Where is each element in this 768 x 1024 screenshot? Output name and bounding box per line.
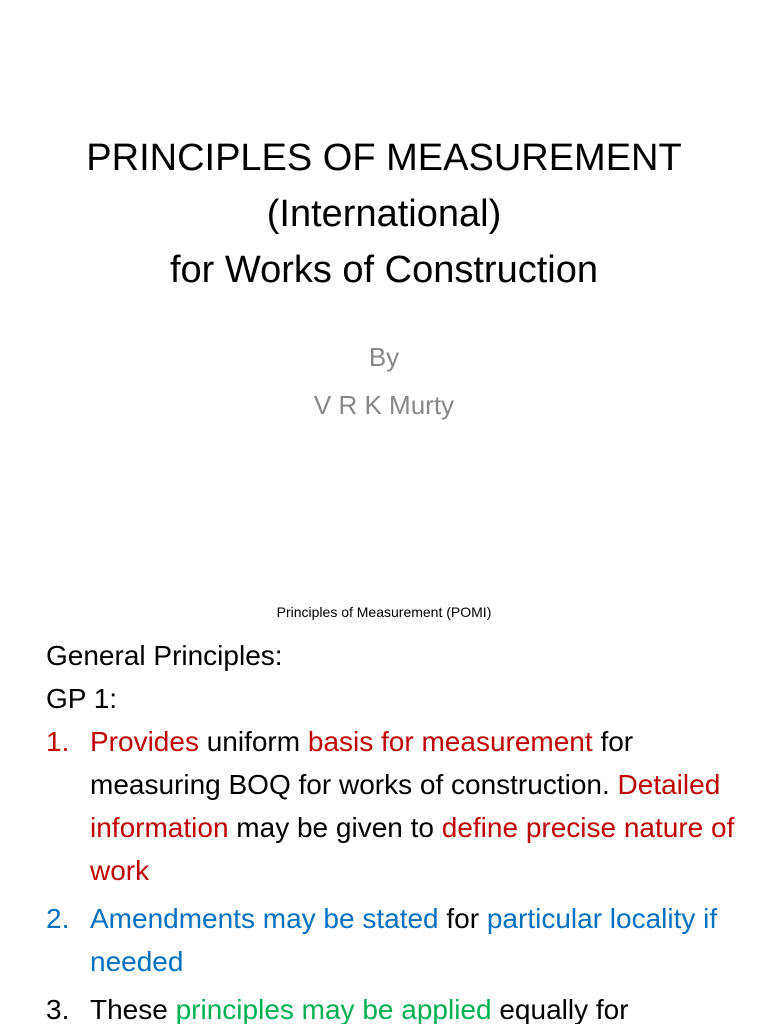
presentation-title bbox=[0, 130, 768, 298]
title-line-3: for Works of Construction bbox=[169, 249, 598, 291]
principles-list bbox=[46, 720, 746, 1024]
list-item-text-segment: define precise nature of work bbox=[90, 812, 735, 886]
list-item-number: 1. bbox=[46, 726, 70, 757]
slide-header: Principles of Measurement (POMI) bbox=[276, 604, 492, 620]
section-subheading: GP 1: bbox=[46, 683, 118, 714]
author-byline bbox=[0, 333, 768, 429]
list-item-number: 2. bbox=[46, 903, 70, 934]
list-item-text-segment: principles may be applied bbox=[175, 994, 492, 1024]
list-item bbox=[46, 988, 746, 1024]
list-item bbox=[46, 897, 746, 983]
list-item-text-segment: may be given to bbox=[228, 812, 442, 843]
list-item-text-segment: basis for measurement bbox=[307, 726, 593, 757]
list-item bbox=[46, 720, 746, 892]
author-name: V R K Murty bbox=[313, 390, 455, 420]
list-item-text-segment: equally for bbox=[491, 994, 629, 1024]
list-item-text-segment: Amendments may be stated bbox=[90, 903, 439, 934]
list-item-text-segment: particular locality if needed bbox=[90, 903, 718, 977]
list-item-text-segment: uniform bbox=[198, 726, 308, 757]
list-item-number: 3. bbox=[46, 994, 70, 1024]
title-line-2: (International) bbox=[266, 193, 502, 235]
list-item-text-segment: Provides bbox=[90, 726, 199, 757]
by-label: By bbox=[368, 342, 400, 372]
slide-body bbox=[46, 634, 746, 1024]
list-item-text-segment: Detailed information bbox=[90, 769, 721, 843]
list-item-text-segment: for measuring BOQ for works of construction. bbox=[90, 726, 634, 800]
list-item-text-segment: for bbox=[438, 903, 487, 934]
section-heading: General Principles: bbox=[46, 640, 283, 671]
title-line-1: PRINCIPLES OF MEASUREMENT bbox=[86, 137, 682, 179]
content-slide bbox=[0, 576, 768, 1024]
list-item-text-segment: These bbox=[90, 994, 176, 1024]
